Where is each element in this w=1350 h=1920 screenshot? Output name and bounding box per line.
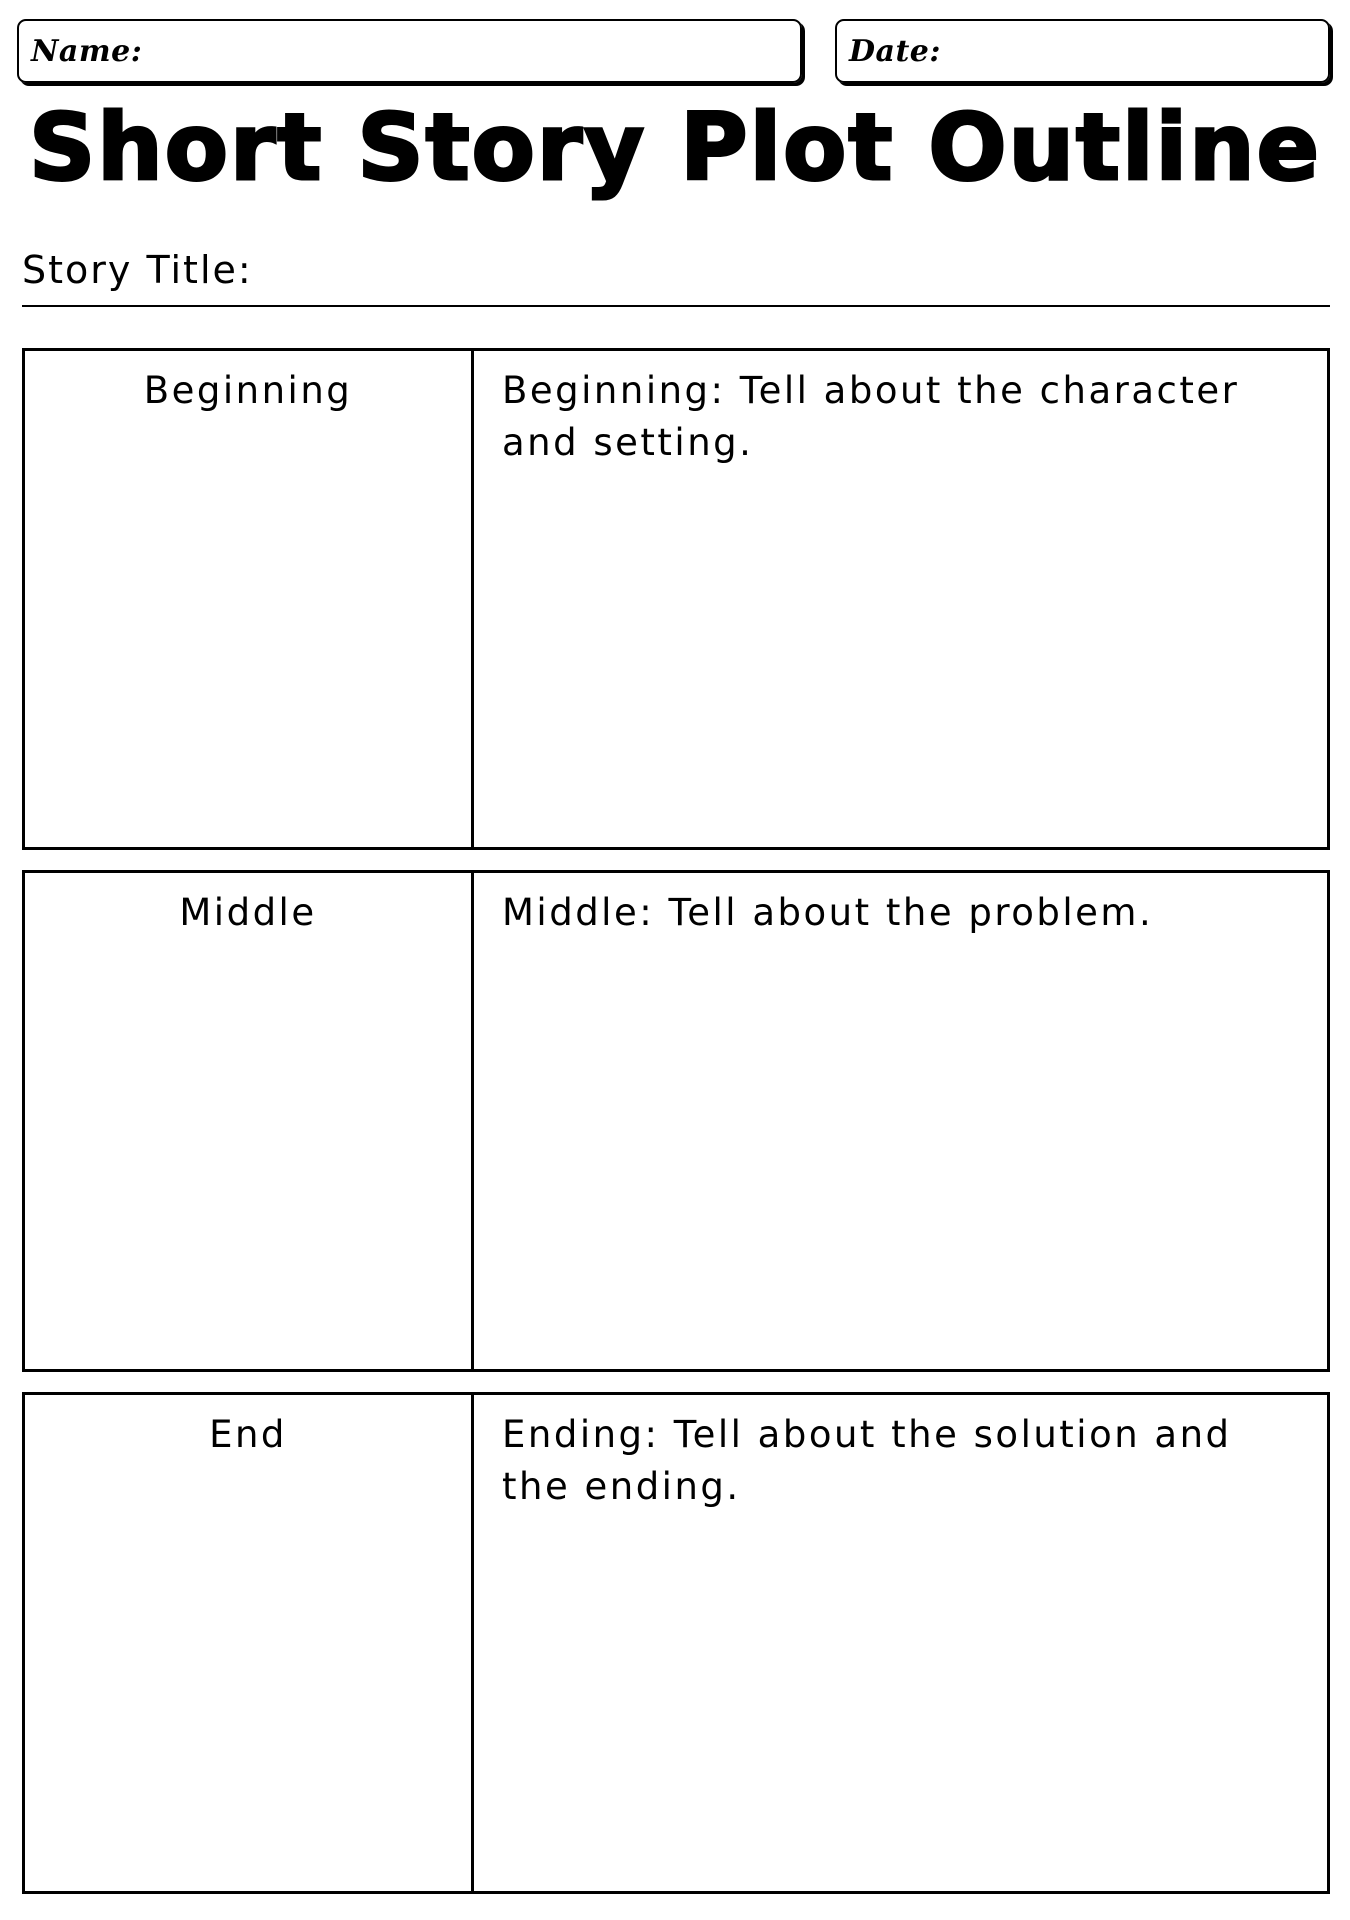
name-field[interactable] bbox=[17, 19, 802, 83]
beginning-prompt: Beginning: Tell about the character and setting. bbox=[502, 369, 1240, 464]
end-writing-area[interactable] bbox=[474, 1395, 1327, 1891]
end-prompt: Ending: Tell about the solution and the ending. bbox=[502, 1413, 1232, 1508]
middle-label-cell[interactable] bbox=[25, 873, 474, 1369]
page-title: Short Story Plot Outline bbox=[29, 94, 1321, 201]
middle-writing-area[interactable] bbox=[474, 873, 1327, 1369]
section-middle bbox=[22, 870, 1330, 1372]
beginning-writing-area[interactable] bbox=[474, 351, 1327, 847]
section-end bbox=[22, 1392, 1330, 1894]
middle-prompt: Middle: Tell about the problem. bbox=[502, 891, 1154, 934]
date-label: Date: bbox=[849, 33, 941, 69]
date-field[interactable] bbox=[835, 19, 1330, 83]
beginning-label: Beginning bbox=[143, 369, 353, 412]
story-title-field[interactable] bbox=[22, 245, 1330, 307]
end-label: End bbox=[209, 1413, 287, 1456]
end-label-cell[interactable] bbox=[25, 1395, 474, 1891]
beginning-label-cell[interactable] bbox=[25, 351, 474, 847]
section-beginning bbox=[22, 348, 1330, 850]
middle-label: Middle bbox=[179, 891, 317, 934]
story-title-label: Story Title: bbox=[22, 248, 253, 292]
name-label: Name: bbox=[31, 33, 143, 69]
